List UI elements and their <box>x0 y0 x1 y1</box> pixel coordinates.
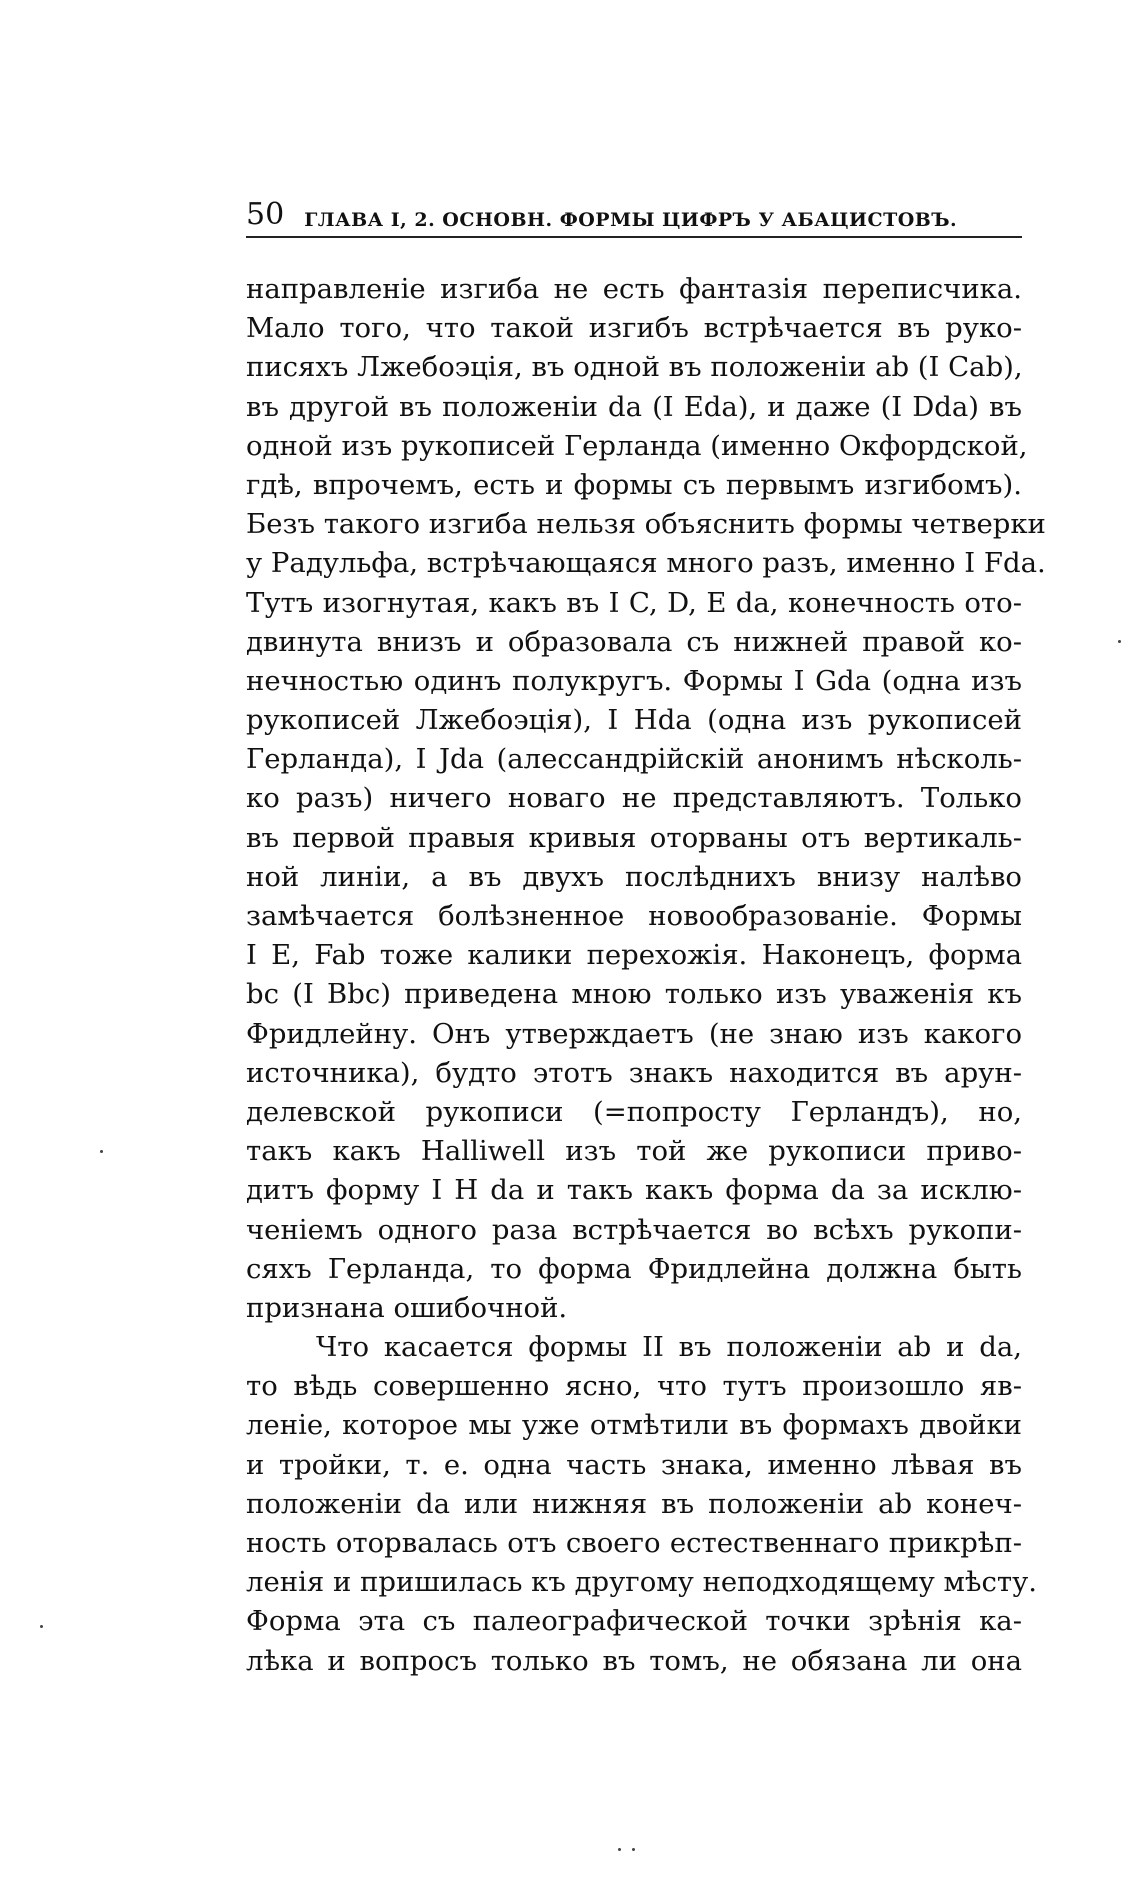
text-line: Тутъ изогнутая, какъ въ I C, D, E da, конечность ото- <box>246 586 1022 619</box>
print-speck <box>100 1150 103 1153</box>
text-line: рукописей Лжебоэція), I Hda (одна изъ рукописей <box>246 704 1022 737</box>
text-line: ность оторвалась отъ своего естественнаго прикрѣп- <box>246 1527 1022 1559</box>
text-line: гдѣ, впрочемъ, есть и формы съ первымъ изгибомъ). <box>246 468 1022 501</box>
text-line: лѣка и вопросъ только въ томъ, не обязана ли она <box>246 1644 1022 1677</box>
text-line: положеніи da или нижняя въ положеніи ab конеч- <box>246 1487 1022 1520</box>
text-line: делевской рукописи (=попросту Герландъ), но, <box>246 1095 1022 1128</box>
text-line: такъ какъ Halliwell изъ той же рукописи приво- <box>246 1135 1022 1168</box>
text-line: то вѣдь совершенно ясно, что тутъ произошло яв- <box>246 1370 1022 1403</box>
text-line: сяхъ Герланда, то форма Фридлейна должна быть <box>246 1252 1022 1285</box>
print-speck <box>40 1625 43 1628</box>
text-line: ко разъ) ничего новаго не представляютъ. Только <box>246 782 1022 815</box>
text-line: Что касается формы II въ положеніи ab и da, <box>316 1331 1022 1364</box>
text-line: I E, Fab тоже калики перехожія. Наконецъ, форма <box>246 939 1022 972</box>
text-line: дитъ форму I H da и такъ какъ форма da за исклю- <box>246 1174 1022 1207</box>
page-number: 50 <box>246 197 285 232</box>
text-line: Форма эта съ палеографической точки зрѣнія ка- <box>246 1605 1022 1638</box>
text-line: у Радульфа, встрѣчающаяся много разъ, именно I Fda. <box>246 547 1046 580</box>
text-line: направленіе изгиба не есть фантазія переписчика. <box>246 273 1022 305</box>
text-line: Герланда), I Jda (алессандрійскій анонимъ нѣсколь- <box>246 743 1022 776</box>
text-line: въ первой правыя кривыя оторваны отъ вертикаль- <box>246 821 1022 854</box>
running-title: ГЛАВА I, 2. ОСНОВН. ФОРМЫ ЦИФРЪ У АБАЦИСТОВЪ. <box>304 209 958 231</box>
text-line: ченіемъ одного раза встрѣчается во всѣхъ рукопи- <box>246 1213 1022 1246</box>
print-speck <box>618 1848 621 1851</box>
text-line: bc (I Bbc) приведена мною только изъ уваженія къ <box>246 978 1022 1011</box>
text-line: Мало того, что такой изгибъ встрѣчается въ руко- <box>246 312 1022 345</box>
text-line: двинута внизъ и образовала съ нижней правой ко- <box>246 625 1022 658</box>
text-line: леніе, которое мы уже отмѣтили въ формахъ двойки <box>246 1409 1022 1442</box>
body-text <box>246 270 1046 1681</box>
print-speck <box>1118 640 1121 643</box>
text-line: ной линіи, а въ двухъ послѣднихъ внизу налѣво <box>246 860 1022 893</box>
text-line: нечностью одинъ полукругъ. Формы I Gda (одна изъ <box>246 664 1022 697</box>
text-line: писяхъ Лжебоэція, въ одной въ положеніи ab (I Cab), <box>246 351 1023 384</box>
text-line: источника), будто этотъ знакъ находится въ арун- <box>246 1056 1022 1089</box>
print-speck <box>632 1848 635 1851</box>
text-line: въ другой въ положеніи da (I Eda), и даже (I Dda) въ <box>246 390 1022 423</box>
text-line: одной изъ рукописей Герланда (именно Окфордской, <box>246 429 1028 462</box>
text-line: Безъ такого изгиба нельзя объяснить формы четверки <box>246 508 1046 541</box>
text-line: признана ошибочной. <box>246 1291 568 1324</box>
text-line: и тройки, т. е. одна часть знака, именно лѣвая въ <box>246 1448 1022 1481</box>
text-line: Фридлейну. Онъ утверждаетъ (не знаю изъ какого <box>246 1017 1022 1050</box>
text-line: ленія и пришилась къ другому неподходящему мѣсту. <box>246 1566 1038 1599</box>
running-head <box>246 190 1022 238</box>
text-line: замѣчается болѣзненное новообразованіе. Формы <box>246 900 1022 932</box>
